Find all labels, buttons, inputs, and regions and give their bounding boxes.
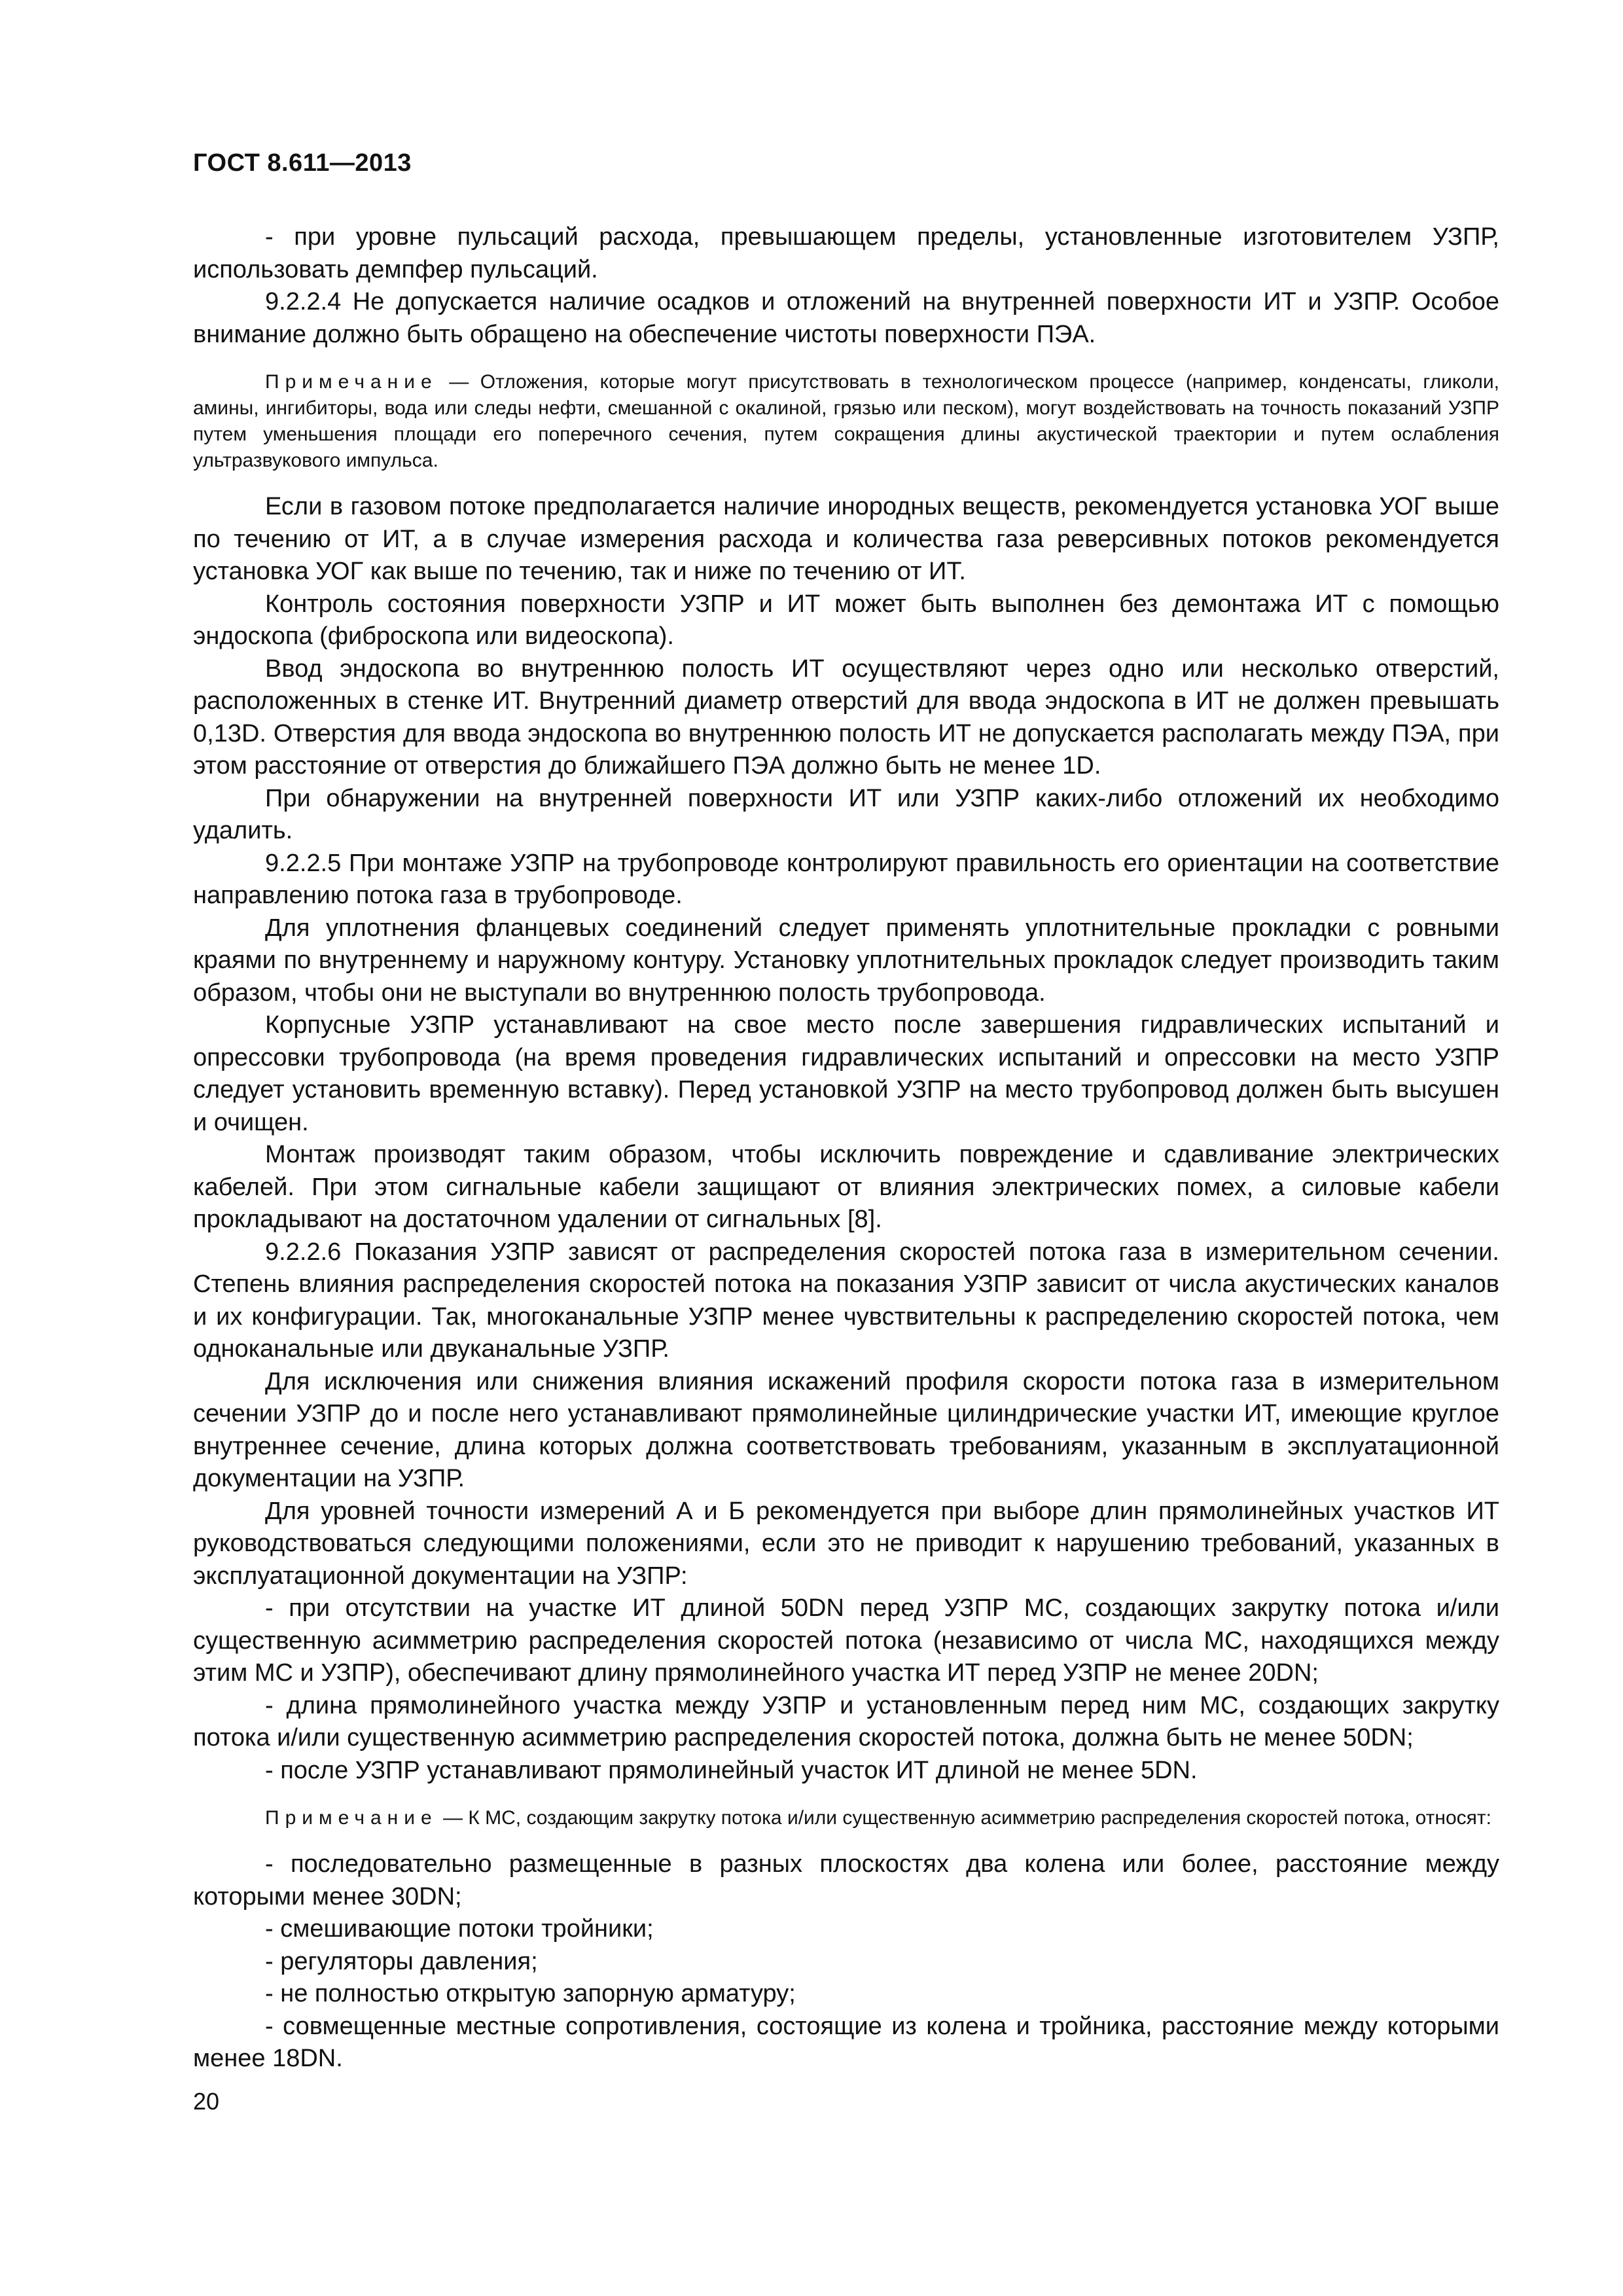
paragraph: Корпусные УЗПР устанавливают на свое место после завершения гидравлических испытаний и опрессовки трубопровода (на время проведения гидравлических испытаний и опрессовки на место УЗПР следует установить временную вставку). Перед установкой УЗПР на место трубопровод должен быть высушен и очищен.	[193, 1011, 1499, 1136]
page-body	[193, 221, 1499, 2075]
note	[193, 1805, 1499, 1831]
paragraph: Контроль состояния поверхности УЗПР и ИТ может быть выполнен без демонтажа ИТ с помощью эндоскопа (фиброскопа или видеоскопа).	[193, 590, 1499, 650]
list-item: - регуляторы давления;	[265, 1947, 538, 1975]
list-item: - не полностью открытую запорную арматуру;	[265, 1980, 796, 2007]
paragraph: Для уровней точности измерений А и Б рекомендуется при выборе длин прямолинейных участков ИТ руководствоваться следующими положениями, если это не приводит к нарушению требований, указанных в эксплуатационной документации на УЗПР:	[193, 1497, 1499, 1590]
note-label: Примечание	[265, 1807, 438, 1829]
paragraph: Для исключения или снижения влияния искажений профиля скорости потока газа в измерительном сечении УЗПР до и после него устанавливают прямолинейные цилиндрические участки ИТ, имеющие круглое внутреннее сечение, длина которых должна соответствовать требованиям, указанным в эксплуатационной документации на УЗПР.	[193, 1367, 1499, 1492]
paragraph: - при уровне пульсаций расхода, превышающем пределы, установленные изготовителем УЗПР, использовать демпфер пульсаций.	[193, 223, 1499, 283]
paragraph: Ввод эндоскопа во внутреннюю полость ИТ осуществляют через одно или несколько отверстий, расположенных в стенке ИТ. Внутренний диаметр отверстий для ввода эндоскопа в ИТ не должен превышать 0,13D. Отверстия для ввода эндоскопа во внутреннюю полость ИТ не допускается располагать между ПЭА, при этом расстояние от отверстия до ближайшего ПЭА должно быть не менее 1D.	[193, 655, 1499, 780]
list-item: - после УЗПР устанавливают прямолинейный участок ИТ длиной не менее 5DN.	[265, 1756, 1198, 1784]
note	[193, 369, 1499, 474]
paragraph: Для уплотнения фланцевых соединений следует применять уплотнительные прокладки с ровными краями по внутреннему и наружному контуру. Установку уплотнительных прокладок следует производить таким образом, чтобы они не выступали во внутреннюю полость трубопровода.	[193, 914, 1499, 1007]
paragraph: 9.2.2.6 Показания УЗПР зависят от распределения скоростей потока газа в измерительном сечении. Степень влияния распределения скоростей потока на показания УЗПР зависит от числа акустических каналов и их конфигурации. Так, многоканальные УЗПР менее чувствительны к распределению скоростей потока, чем одноканальные или двуканальные УЗПР.	[193, 1238, 1499, 1363]
list-item: - смешивающие потоки тройники;	[265, 1915, 654, 1943]
list-item: - совмещенные местные сопротивления, состоящие из колена и тройника, расстояние между которыми менее 18DN.	[193, 2012, 1499, 2072]
paragraph: Если в газовом потоке предполагается наличие инородных веществ, рекомендуется установка УОГ выше по течению от ИТ, а в случае измерения расхода и количества газа реверсивных потоков рекомендуется установка УОГ как выше по течению, так и ниже по течению от ИТ.	[193, 493, 1499, 585]
note-label: Примечание	[265, 371, 438, 393]
paragraph: 9.2.2.4 Не допускается наличие осадков и отложений на внутренней поверхности ИТ и УЗПР. Особое внимание должно быть обращено на обеспечение чистоты поверхности ПЭА.	[193, 288, 1499, 348]
paragraph: 9.2.2.5 При монтаже УЗПР на трубопроводе контролируют правильность его ориентации на соответствие направлению потока газа в трубопроводе.	[193, 849, 1499, 909]
paragraph: При обнаружении на внутренней поверхности ИТ или УЗПР каких-либо отложений их необходимо удалить.	[193, 784, 1499, 844]
paragraph: Монтаж производят таким образом, чтобы исключить повреждение и сдавливание электрических кабелей. При этом сигнальные кабели защищают от влияния электрических помех, а силовые кабели прокладывают на достаточном удалении от сигнальных [8].	[193, 1141, 1499, 1233]
document-header: ГОСТ 8.611—2013	[193, 149, 412, 177]
page-number: 20	[193, 2088, 220, 2115]
list-item: - длина прямолинейного участка между УЗПР и установленным перед ним МС, создающих закрутку потока и/или существенную асимметрию распределения скоростей потока, должна быть не менее 50DN;	[193, 1691, 1499, 1751]
note-text: — К МС, создающим закрутку потока и/или существенную асимметрию распределения скоростей потока, относят:	[437, 1807, 1491, 1829]
list-item: - при отсутствии на участке ИТ длиной 50DN перед УЗПР МС, создающих закрутку потока и/или существенную асимметрию распределения скоростей потока (независимо от числа МС, находящихся между этим МС и УЗПР), обеспечивают длину прямолинейного участка ИТ перед УЗПР не менее 20DN;	[193, 1594, 1499, 1687]
note-text: — Отложения, которые могут присутствовать в технологическом процессе (например, конденсаты, гликоли, амины, ингибиторы, вода или следы нефти, смешанной с окалиной, грязью или песком), могут воздействовать на точность показаний УЗПР путем уменьшения площади его поперечного сечения, путем сокращения длины акустической траектории и путем ослабления ультразвукового импульса.	[193, 371, 1499, 471]
list-item: - последовательно размещенные в разных плоскостях два колена или более, расстояние между которыми менее 30DN;	[193, 1850, 1499, 1910]
